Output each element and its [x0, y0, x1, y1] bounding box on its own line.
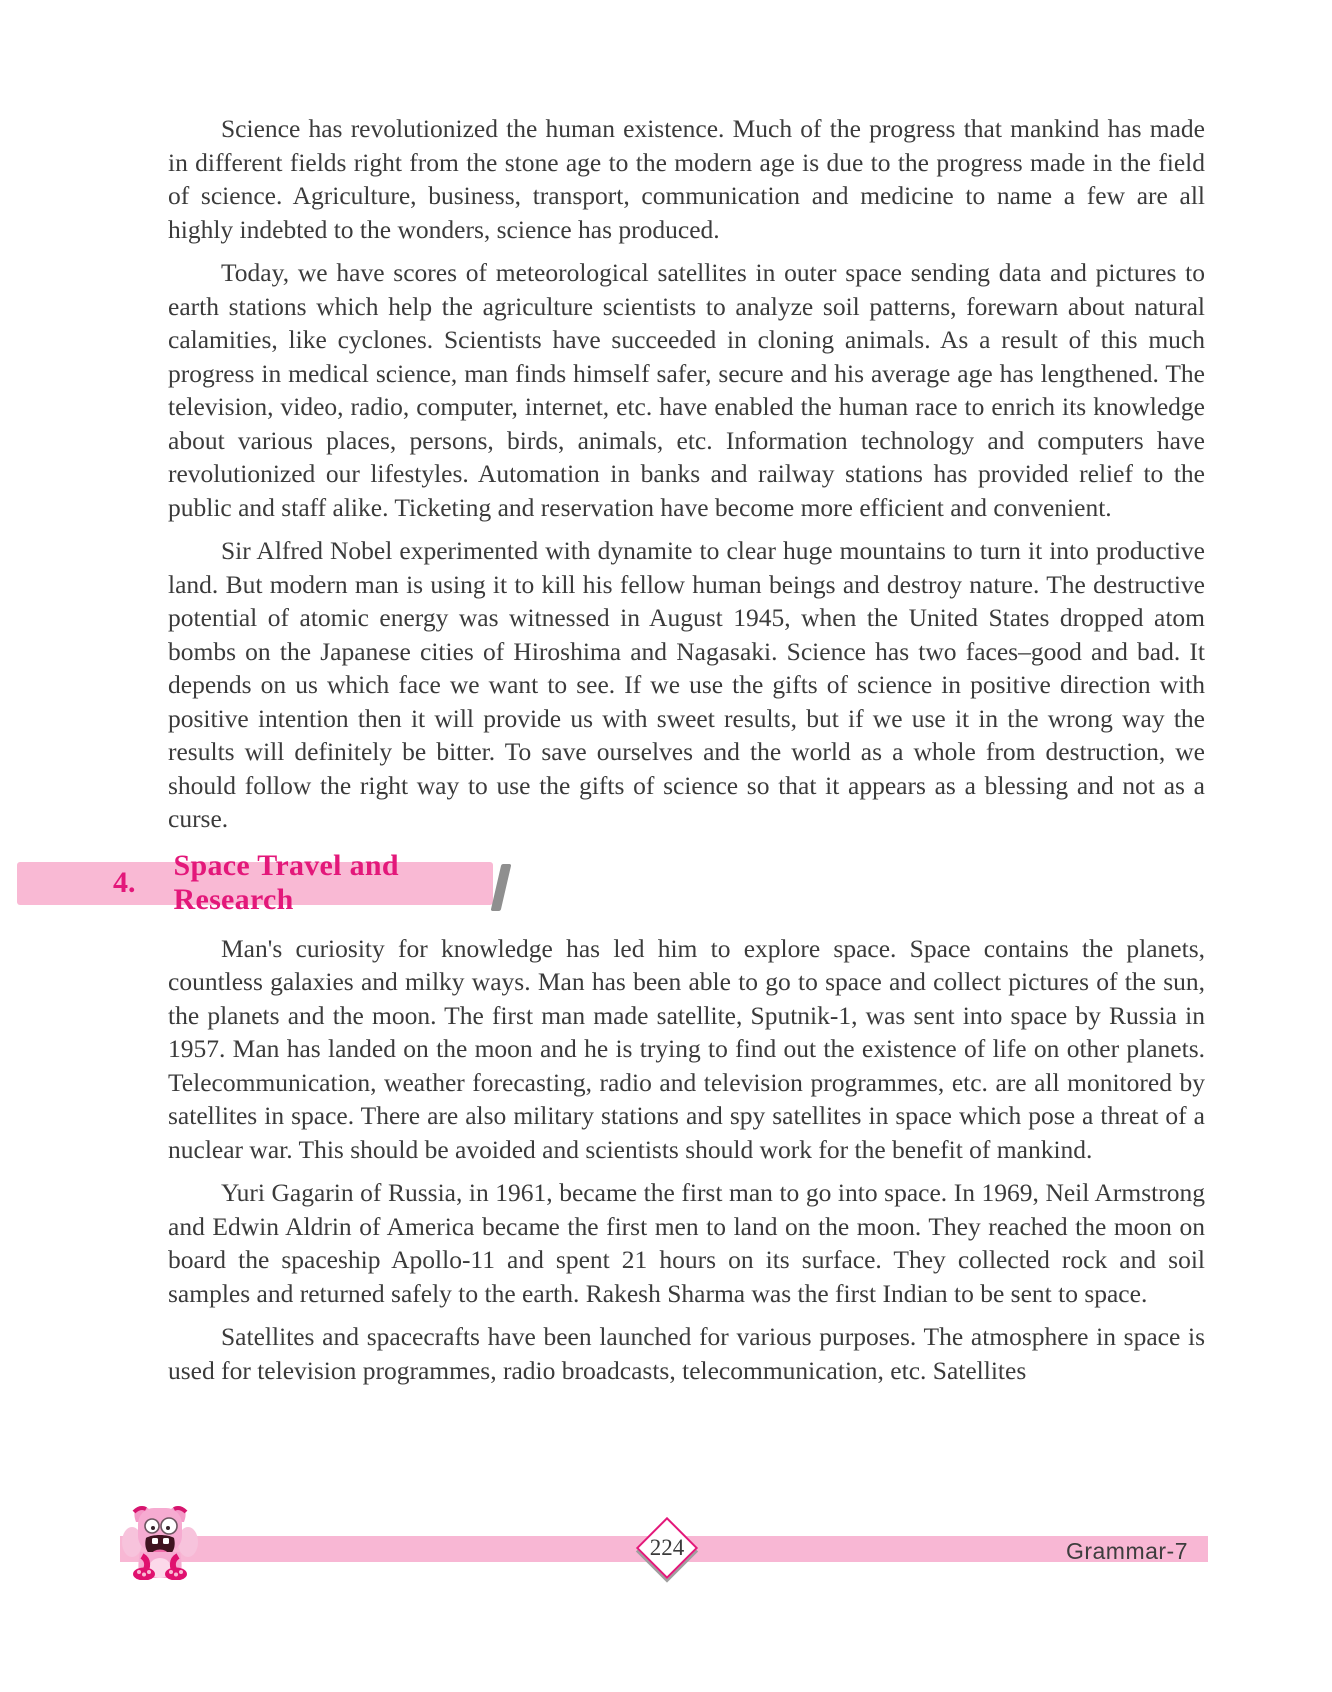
paragraph-science-revolution: Science has revolutionized the human existence. Much of the progress that mankind has made in different fields right from the stone age to the modern age is due to the progress made in the field of science. Agriculture, business, transport, communication and medicine to name a few are all highly indebted to the wonders, science has produced.: [168, 114, 1205, 244]
paragraph-meteorological-satellites: Today, we have scores of meteorological satellites in outer space sending data and pictures to earth stations which help the agriculture scientists to analyze soil patterns, forewarn about natural calamities, like cyclones. Scientists have succeeded in cloning animals. As a result of this much progress in medical science, man finds himself safer, secure and his average age has lengthened. The television, video, radio, computer, internet, etc. have enabled the human race to enrich its knowledge about various places, persons, birds, animals, etc. Information technology and computers have revolutionized our lifestyles. Automation in banks and railway stations has provided relief to the public and staff alike. Ticketing and reservation have become more efficient and convenient.: [168, 258, 1205, 522]
ribbon-fold-icon: [491, 864, 512, 911]
paragraph-yuri-gagarin: Yuri Gagarin of Russia, in 1961, became the first man to go into space. In 1969, Neil Armstrong and Edwin Aldrin of America became the first men to land on the moon. They reached the moon on board the spaceship Apollo-11 and spent 21 hours on its surface. They collected rock and soil samples and returned safely to the earth. Rakesh Sharma was the first Indian to be sent to space.: [168, 1178, 1205, 1308]
section-heading: [17, 849, 1205, 916]
section-number: 4.: [113, 866, 136, 899]
body-text: [113, 112, 1205, 1397]
paragraph-satellites-purposes: Satellites and spacecrafts have been launched for various purposes. The atmosphere in space is used for television programmes, radio broadcasts, telecommunication, etc. Satellites: [168, 1322, 1205, 1385]
paragraph-alfred-nobel: Sir Alfred Nobel experimented with dynamite to clear huge mountains to turn it into productive land. But modern man is using it to kill his fellow human beings and destroy nature. The destructive potential of atomic energy was witnessed in August 1945, when the United States dropped atom bombs on the Japanese cities of Hiroshima and Nagasaki. Science has two faces–good and bad. It depends on us which face we want to see. If we use the gifts of science in positive direction with positive intention then it will provide us with sweet results, but if we use it in the wrong way the results will definitely be bitter. To save ourselves and the world as a whole from destruction, we should follow the right way to use the gifts of science so that it appears as a blessing and not as a curse.: [168, 536, 1205, 833]
section-title: Space Travel and Research: [173, 849, 399, 916]
section-heading-band: [17, 849, 493, 916]
crying-bulldog-mascot-icon: [122, 1502, 198, 1580]
paragraph-mans-curiosity: Man's curiosity for knowledge has led him to explore space. Space contains the planets, countless galaxies and milky ways. Man has been able to go to space and collect pictures of the sun, the planets and the moon. The first man made satellite, Sputnik-1, was sent into space by Russia in 1957. Man has landed on the moon and he is trying to find out the existence of life on other planets. Telecommunication, weather forecasting, radio and television programmes, etc. are all monitored by satellites in space. There are also military stations and spy satellites in space which pose a threat of a nuclear war. This should be avoided and scientists should work for the benefit of mankind.: [168, 933, 1205, 1164]
page-number: 224: [649, 1535, 685, 1560]
page-number-diamond: [636, 1517, 698, 1579]
book-label: Grammar-7: [1065, 1538, 1188, 1564]
